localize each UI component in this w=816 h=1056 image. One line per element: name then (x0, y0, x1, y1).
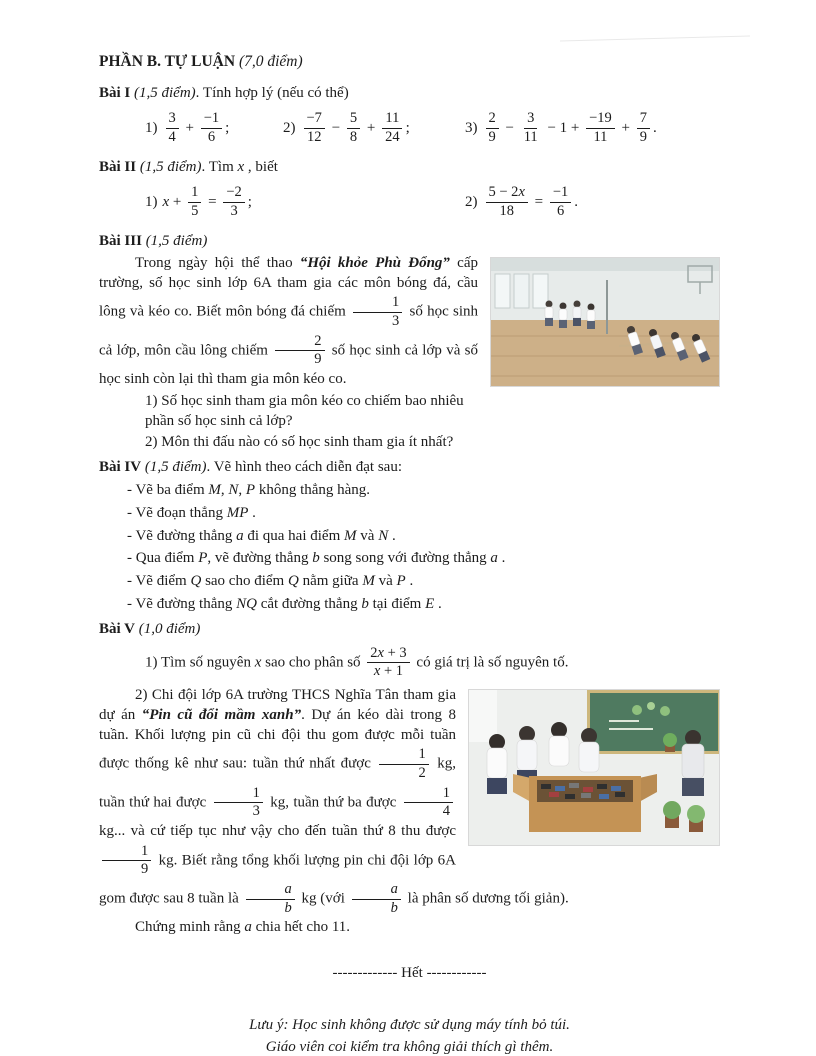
fraction: $\frac{a}{b}$ (246, 882, 295, 916)
fraction: $\frac{1}{2}$ (379, 747, 428, 781)
problem-4-steps (99, 481, 720, 615)
problem-3-label: Bài III (99, 233, 142, 250)
drawing-step-3: - Vẽ đường thẳng a đi qua hai điểm M và N . (127, 527, 396, 544)
problem-2-points: (1,5 điểm) (139, 159, 202, 176)
problem-5-body (99, 686, 720, 938)
end-marker: ------------- Hết ------------ (332, 965, 487, 982)
drawing-step-6: - Vẽ đường thẳng NQ cắt đường thẳng b tại điểm E . (127, 596, 442, 613)
expression-1 (145, 183, 252, 221)
problem-1 (99, 84, 720, 153)
gym-photo (490, 257, 720, 387)
expression-number: 2) (283, 119, 296, 136)
fraction: $\frac{2}{9}$ (486, 111, 499, 145)
problem-2-label: Bài II (99, 159, 137, 176)
fraction: $\frac{1}{3}$ (353, 295, 402, 329)
fraction: $\frac{1}{4}$ (404, 786, 453, 820)
problem-5-question-1: 1) Tìm số nguyên x sao cho phân số $\frac{2x + 3}{x + 1}$ có giá trị là số nguyên tố. (145, 644, 569, 680)
expression-math: $\frac{2}{9}$ − $\frac{3}{11}$ − 1 + $\frac{-19}{11}$ + $\frac{7}{9}$ . (483, 120, 657, 136)
problem-2-lead: . Tìm x , biết (201, 159, 278, 176)
fraction: $\frac{-7}{12}$ (304, 111, 325, 145)
gym-photo-illustration (491, 258, 720, 387)
problem-3-question-1: 1) Số học sinh tham gia môn kéo co chiếm bao nhiêu phần số học sinh cả lớp? (145, 392, 464, 429)
problem-5-question-2: 2) Chi đội lớp 6A trường THCS Nghĩa Tân tham gia dự án “Pin cũ đổi mầm xanh”. Dự án kéo dài trong 8 tuần. Khối lượng pin cũ chi đội thu gom được mỗi tuần được thống kê như sau: tuần thứ nhất được $\frac{1}{2}$ kg, tuần thứ hai được $\frac{1}{3}$ kg, tuần thứ ba được $\frac{1}{4}$ kg... và cứ tiếp tục như vậy cho đến tuần thứ 8 thu được $\frac{1}{9}$ kg. Biết rằng tổng khối lượng pin chi đội lớp 6A gom được sau 8 tuần là $\frac{a}{b}$ kg (với $\frac{a}{b}$ là phân số dương tối giản). (99, 686, 569, 916)
drawing-step-5: - Vẽ điểm Q sao cho điểm Q nằm giữa M và P . (127, 573, 414, 590)
problem-4-heading (99, 458, 720, 478)
expression-math: $\frac{3}{4}$ + $\frac{-1}{6}$ ; (163, 120, 230, 136)
battery-collection-photo (468, 689, 720, 846)
fraction: $\frac{1}{3}$ (214, 786, 263, 820)
problem-2 (99, 158, 720, 227)
note-no-calculator: Lưu ý: Học sinh không được sử dụng máy tính bỏ túi. (249, 1016, 570, 1033)
fraction: $\frac{3}{4}$ (166, 111, 179, 145)
problem-4-lead: . Vẽ hình theo cách diễn đạt sau: (206, 459, 402, 476)
exam-notes (99, 1016, 720, 1056)
fraction: $\frac{2}{9}$ (275, 334, 324, 368)
problem-3-heading (99, 232, 720, 252)
problem-5 (99, 620, 720, 938)
fraction: $\frac{-1}{6}$ (550, 185, 571, 219)
expression-number: 3) (465, 119, 478, 136)
problem-1-label: Bài I (99, 85, 131, 102)
note-no-explanation: Giáo viên coi kiểm tra không giải thích gì thêm. (265, 1038, 554, 1055)
expression-math: x + $\frac{1}{5}$ = $\frac{-2}{3}$ ; (162, 184, 252, 219)
problem-3-paragraph: Trong ngày hội thể thao “Hội khỏe Phù Đổng” cấp trường, số học sinh lớp 6A tham gia các môn bóng đá, cầu lông và kéo co. Biết môn bóng đá chiếm $\frac{1}{3}$ số học sinh cả lớp, môn cầu lông chiếm $\frac{2}{9}$ số học sinh cả lớp và số học sinh còn lại thì tham gia môn kéo co. (99, 254, 479, 388)
problem-1-lead: . Tính hợp lý (nếu có thể) (195, 85, 349, 102)
problem-4-label: Bài IV (99, 459, 142, 476)
drawing-step-2: - Vẽ đoạn thẳng MP . (127, 504, 256, 521)
problem-5-question-2-conclusion: Chứng minh rằng a chia hết cho 11. (135, 919, 351, 936)
expression-number: 2) (465, 193, 478, 210)
fraction: $\frac{-19}{11}$ (586, 111, 615, 145)
scan-artifact (560, 36, 750, 42)
fraction: $\frac{11}{24}$ (382, 111, 403, 145)
problem-2-heading (99, 158, 720, 178)
drawing-step-1: - Vẽ ba điểm M, N, P không thẳng hàng. (127, 482, 371, 499)
fraction: $\frac{3}{11}$ (523, 110, 538, 145)
battery-photo-illustration (469, 690, 720, 846)
fraction: $\frac{5}{8}$ (347, 111, 360, 145)
expression-number: 1) (145, 119, 158, 136)
expression-1 (145, 109, 229, 147)
expression-math: $\frac{-7}{12}$ − $\frac{5}{8}$ + $\frac{11}{24}$ ; (301, 120, 410, 136)
problem-3 (99, 232, 720, 453)
problem-4-points: (1,5 điểm) (144, 459, 207, 476)
problem-1-heading (99, 84, 720, 104)
fraction: $\frac{7}{9}$ (637, 111, 650, 145)
fraction: $\frac{5 - 2x}{18}$ (486, 185, 528, 219)
problem-2-expressions (99, 180, 720, 227)
section-title-text: PHẦN B. TỰ LUẬN (99, 53, 236, 70)
expression-number: 1) (145, 193, 158, 210)
fraction: $\frac{1}{5}$ (188, 185, 201, 219)
fraction: $\frac{-1}{6}$ (201, 111, 222, 145)
expression-2 (283, 109, 410, 147)
problem-1-points: (1,5 điểm) (134, 85, 196, 102)
fraction: $\frac{a}{b}$ (352, 882, 401, 916)
section-title-points: (7,0 điểm) (238, 53, 303, 70)
problem-5-heading (99, 620, 720, 640)
expression-2 (465, 183, 578, 221)
section-title (99, 52, 720, 72)
fraction: $\frac{-2}{3}$ (223, 185, 244, 219)
problem-1-expressions (99, 106, 720, 153)
expression-math: $\frac{5 - 2x}{18}$ = $\frac{-1}{6}$ . (483, 194, 579, 210)
problem-3-points: (1,5 điểm) (145, 233, 208, 250)
expression-3 (465, 109, 657, 147)
problem-3-question-2: 2) Môn thi đấu nào có số học sinh tham gia ít nhất? (145, 434, 454, 451)
drawing-step-4: - Qua điểm P, vẽ đường thẳng b song song với đường thẳng a . (127, 550, 506, 567)
problem-5-points: (1,0 điểm) (138, 620, 201, 637)
problem-4 (99, 458, 720, 615)
problem-3-body (99, 254, 720, 453)
fraction: $\frac{2x + 3}{x + 1}$ (367, 646, 409, 680)
fraction: $\frac{1}{9}$ (102, 844, 151, 878)
problem-5-label: Bài V (99, 620, 135, 637)
